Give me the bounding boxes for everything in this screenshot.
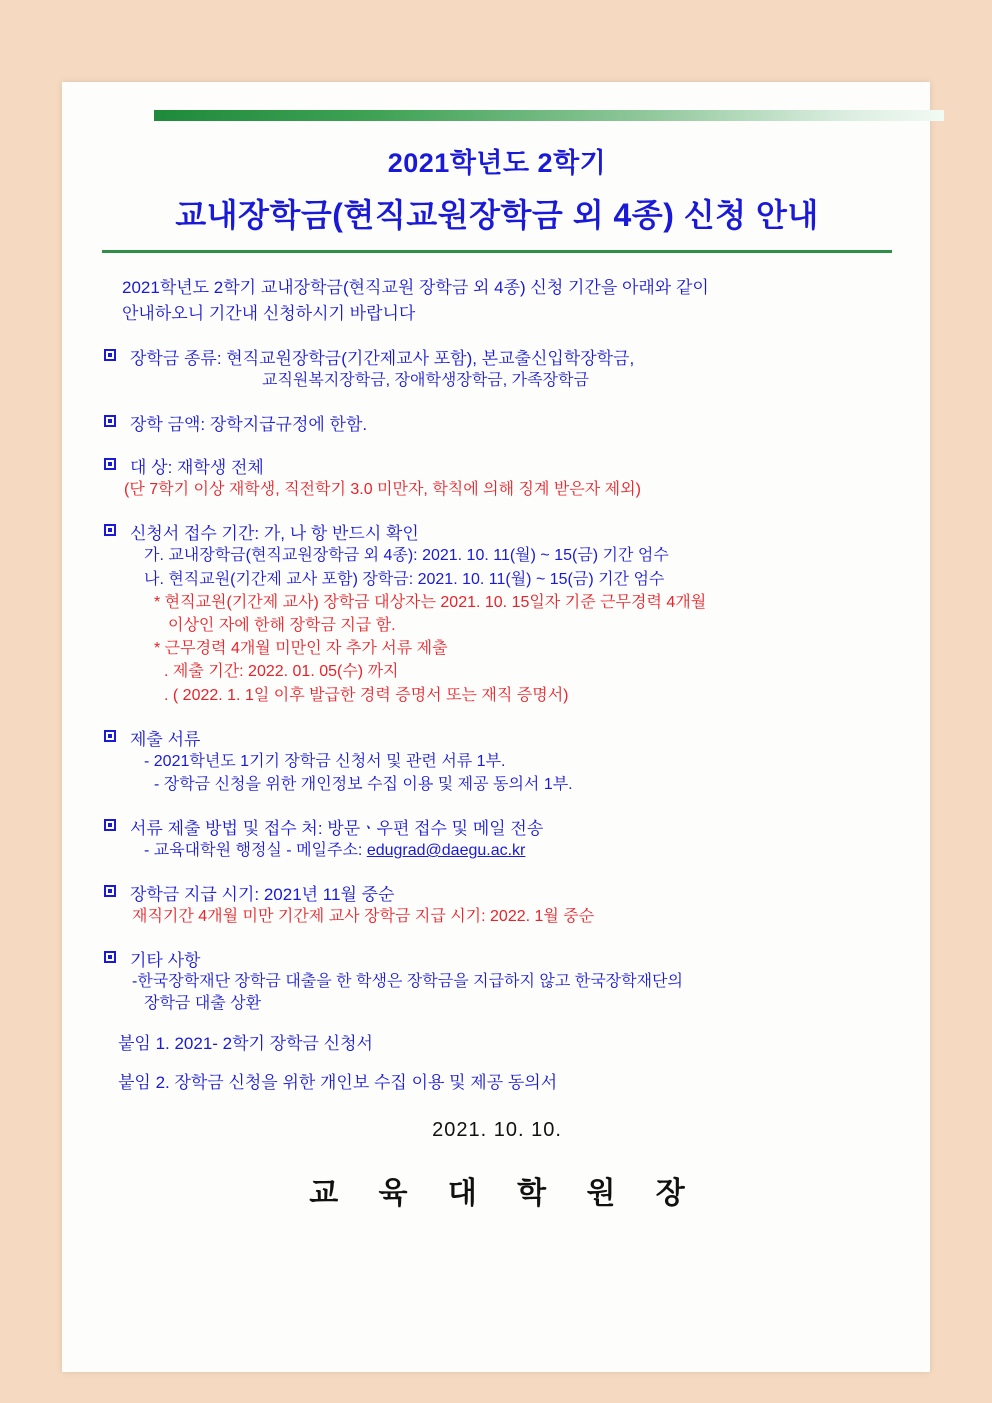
section-heading: 신청서 접수 기간: 가, 나 항 반드시 확인	[130, 524, 419, 544]
section-line-office	[144, 839, 902, 862]
square-bullet-icon	[104, 885, 116, 897]
section-heading: 장학금 지급 시기: 2021년 11월 중순	[130, 885, 395, 905]
document-signer: 교 육 대 학 원 장	[309, 1176, 701, 1210]
section-payment-schedule	[92, 880, 902, 928]
section-scholarship-amount	[92, 410, 902, 435]
header-gradient-bar	[154, 110, 944, 121]
page-title-line2: 교내장학금(현직교원장학금 외 4종) 신청 안내	[175, 197, 819, 233]
square-bullet-icon	[104, 458, 116, 470]
section-line-payment-note: 재직기간 4개월 미만 기간제 교사 장학금 지급 시기: 2022. 1월 중순	[132, 908, 595, 926]
section-heading: 대 상: 재학생 전체	[130, 458, 264, 478]
square-bullet-icon	[104, 349, 116, 361]
section-other-notes	[92, 946, 902, 1014]
section-note-2: * 근무경력 4개월 미만인 자 추가 서류 제출	[154, 640, 448, 658]
section-line-b: 나. 현직교원(기간제 교사 포함) 장학금: 2021. 10. 11(월) ~ 15(금) 기간 엄수	[144, 570, 665, 588]
section-note-2-deadline: . 제출 기간: 2022. 01. 05(수) 까지	[164, 663, 399, 681]
section-note-2-docs: . ( 2022. 1. 1일 이후 발급한 경력 증명서 또는 재직 증명서)	[164, 686, 569, 704]
square-bullet-icon	[104, 951, 116, 963]
section-note-1: * 현직교원(기간제 교사) 장학금 대상자는 2021. 10. 15일자 기준 근무경력 4개월	[154, 593, 707, 611]
section-line-other-2: 장학금 대출 상환	[144, 995, 262, 1013]
square-bullet-icon	[104, 415, 116, 427]
email-link[interactable]: edugrad@daegu.ac.kr	[366, 842, 526, 860]
page-title-line1: 2021학년도 2학기	[387, 148, 607, 178]
square-bullet-icon	[104, 730, 116, 742]
section-heading: 서류 제출 방법 및 접수 처: 방문ㆍ우편 접수 및 메일 전송	[130, 819, 544, 839]
section-heading: 제출 서류	[130, 729, 201, 749]
document-page	[62, 82, 930, 1372]
intro-line-2: 안내하오니 기간내 신청하시기 바랍니다	[122, 303, 416, 323]
section-submission-method	[92, 814, 902, 862]
square-bullet-icon	[104, 524, 116, 536]
intro-paragraph	[122, 275, 902, 326]
section-heading: 장학금 종류: 현직교원장학금(기간제교사 포함), 본교출신입학장학금,	[130, 349, 635, 368]
section-required-documents	[92, 725, 902, 796]
document-title-block	[92, 141, 902, 253]
section-line-a: 가. 교내장학금(현직교원장학금 외 4종): 2021. 10. 11(월) ~ 15(금) 기간 엄수	[144, 547, 669, 565]
section-target-students	[92, 453, 902, 501]
section-line-doc-2: - 장학금 신청을 위한 개인정보 수집 이용 및 제공 동의서 1부.	[154, 775, 573, 793]
section-line-doc-1: - 2021학년도 1기기 장학금 신청서 및 관련 서류 1부.	[144, 752, 506, 770]
square-bullet-icon	[104, 819, 116, 831]
section-application-period	[92, 519, 902, 706]
office-label: - 교육대학원 행정실 - 메일주소:	[144, 842, 363, 860]
section-line-other-1: -한국장학재단 장학금 대출을 한 학생은 장학금을 지급하지 않고 한국장학재단의	[132, 973, 683, 991]
document-inner	[92, 110, 902, 1352]
section-line-exclusions: (단 7학기 이상 재학생, 직전학기 3.0 미만자, 학칙에 의해 징계 받은자 제외)	[124, 481, 641, 499]
section-scholarship-types	[92, 344, 902, 392]
section-heading: 장학 금액: 장학지급규정에 한함.	[130, 415, 368, 435]
attachment-2: 붙임 2. 장학금 신청을 위한 개인보 수집 이용 및 제공 동의서	[118, 1072, 558, 1092]
intro-line-1: 2021학년도 2학기 교내장학금(현직교원 장학금 외 4종) 신청 기간을 아래와 같이	[122, 278, 709, 297]
document-date: 2021. 10. 10.	[432, 1118, 562, 1141]
section-note-1-cont: 이상인 자에 한해 장학금 지급 함.	[168, 616, 396, 634]
title-divider	[102, 250, 892, 253]
section-heading: 기타 사항	[130, 951, 201, 971]
attachment-1: 붙임 1. 2021- 2학기 장학금 신청서	[118, 1033, 373, 1053]
section-line: 교직원복지장학금, 장애학생장학금, 가족장학금	[262, 372, 589, 389]
